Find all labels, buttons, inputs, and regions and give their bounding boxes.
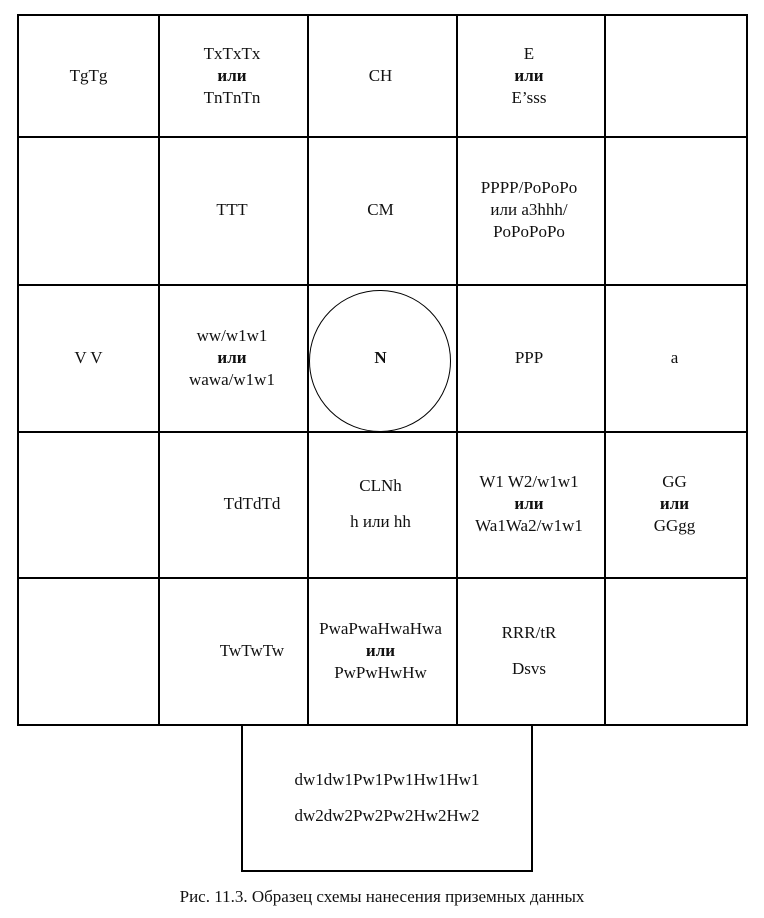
cell-text: TTT — [216, 200, 248, 219]
cell-text: TgTg — [69, 66, 108, 85]
cell-text: a — [670, 347, 679, 367]
cell-text: GG — [662, 472, 687, 491]
cell-weather — [158, 284, 306, 431]
cell-text: PwPwHwHw — [334, 662, 427, 682]
cell-text: Wa1Wa2/w1w1 — [475, 516, 583, 535]
cell-text: PPP — [514, 347, 544, 367]
cell-pressure-tendency — [455, 284, 603, 431]
cell-text: CM — [367, 200, 394, 219]
cell-water-temp — [158, 577, 306, 724]
cell-precipitation — [455, 577, 603, 724]
cell-text: N — [374, 347, 387, 367]
cell-text: или — [365, 640, 396, 660]
cell-middle-clouds — [306, 136, 455, 284]
cell-extreme-temp — [158, 16, 306, 136]
cell-text: E’sss — [511, 88, 547, 107]
cell-text: PPPP/PoPoPo — [480, 178, 578, 197]
cell-text: TwTwTw — [219, 640, 285, 660]
cell-ground-state — [455, 16, 603, 136]
cell-text: ww/w1w1 — [196, 325, 268, 345]
cell-text: RRR/tR — [501, 622, 557, 642]
cell-text: TnTnTn — [203, 88, 261, 107]
cell-air-temp — [158, 136, 306, 284]
cell-text: или — [217, 66, 247, 85]
cell-text: h или hh — [350, 512, 411, 531]
swell-line-1: dw1dw1Pw1Pw1Hw1Hw1 — [294, 770, 480, 789]
cell-text: E — [523, 44, 535, 63]
cell-text: W1 W2/w1w1 — [479, 472, 579, 491]
cell-text: GGgg — [653, 516, 696, 535]
cell-text: или — [514, 494, 544, 513]
swell-box — [241, 726, 533, 872]
swell-line-2: dw2dw2Pw2Pw2Hw2Hw2 — [294, 806, 480, 825]
cell-high-clouds — [306, 16, 455, 136]
cell-text: CLNh — [359, 476, 402, 495]
cell-text: или — [514, 66, 544, 85]
cell-text: PwaPwaHwaHwa — [319, 618, 442, 638]
cell-past-weather — [455, 431, 603, 577]
cell-pressure — [455, 136, 603, 284]
cell-text: wawa/w1w1 — [189, 369, 275, 389]
cell-observation-time — [603, 431, 746, 577]
cell-dew-point — [158, 431, 306, 577]
cell-tendency-char — [603, 284, 746, 431]
cell-low-clouds — [306, 431, 455, 577]
cell-text: PoPoPoPo — [493, 222, 565, 241]
cell-text: или — [217, 347, 247, 367]
cell-visibility — [19, 284, 158, 431]
cell-total-cloud — [306, 284, 455, 431]
cell-waves — [306, 577, 455, 724]
cell-text: Dsvs — [511, 658, 546, 678]
cell-text: или — [659, 494, 690, 513]
cell-text: или a3hhh/ — [490, 200, 568, 219]
cell-ground-temp — [19, 16, 158, 136]
cell-text: CH — [368, 66, 393, 85]
figure-caption: Рис. 11.3. Образец схемы нанесения приземных данных — [179, 887, 585, 906]
cell-text: V V — [74, 347, 103, 367]
cell-text: TxTxTx — [203, 44, 261, 63]
cell-text: TdTdTd — [223, 494, 281, 513]
